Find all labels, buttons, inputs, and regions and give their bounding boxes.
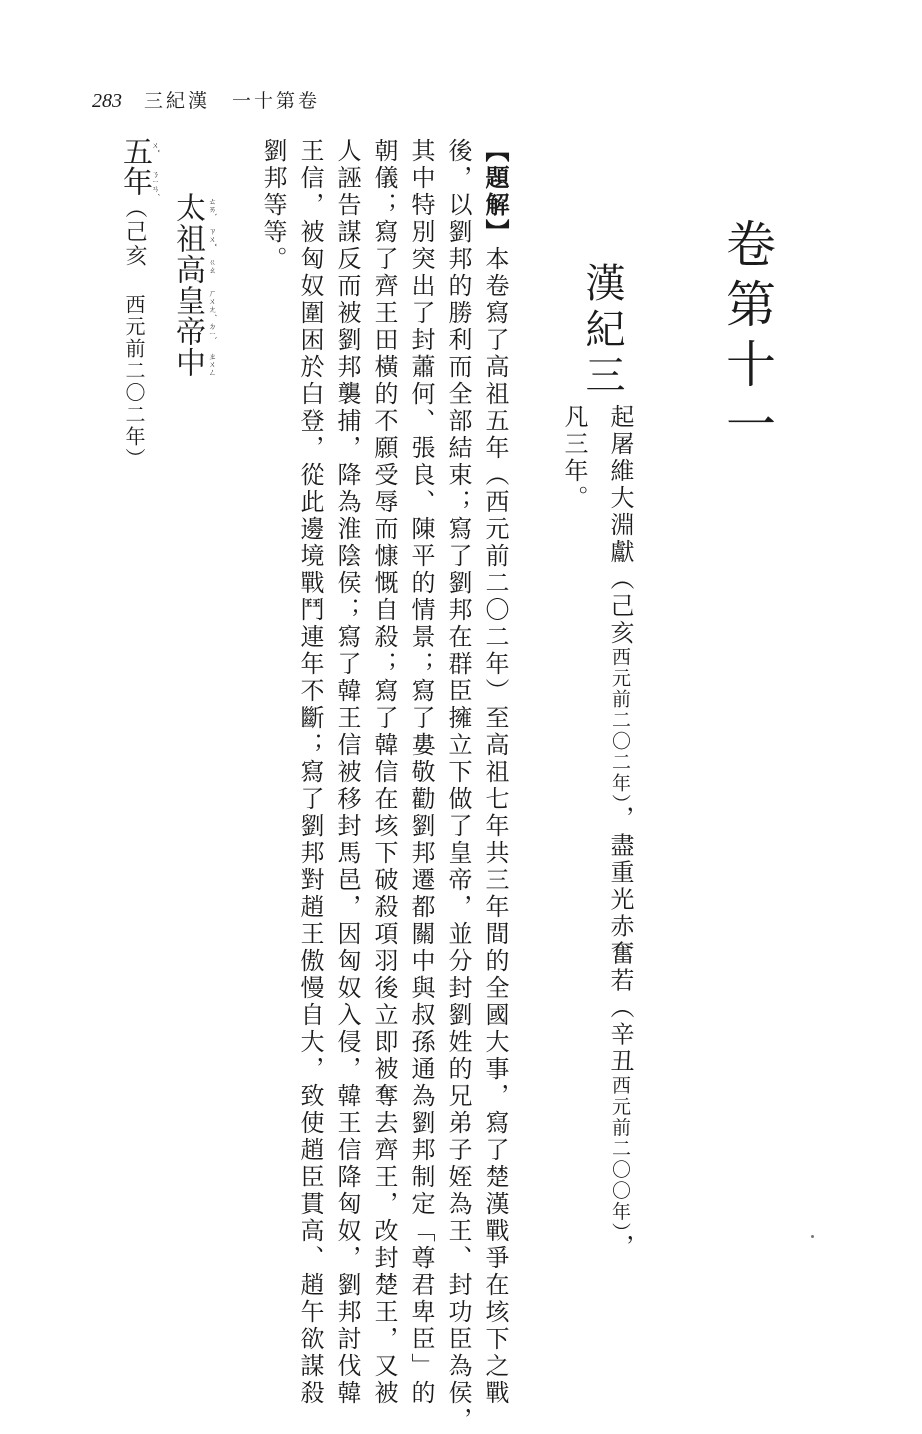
year-small: 西元前二〇二年）	[122, 294, 146, 470]
era-end: ，	[606, 1234, 634, 1261]
synopsis-column-1	[481, 138, 510, 1407]
era-small-1: 西元前二〇二年）	[609, 647, 631, 806]
ruby-huang: ㄏㄨㄤˊ	[208, 289, 217, 317]
ruby-gao: ㄍㄠ	[208, 258, 217, 274]
era-line-2: 凡三年。	[560, 404, 588, 512]
synopsis-column-6: 王信，被匈奴圍困於白登，從此邊境戰鬥連年不斷；寫了劉邦對趙王傲慢自大，致使趙臣貫高、趙午欲謀殺	[296, 138, 324, 1407]
section-title: 漢紀三	[579, 262, 625, 400]
volume-label: 一十第卷	[232, 90, 321, 112]
scan-speck	[811, 1235, 814, 1238]
synopsis-column-2: 後，以劉邦的勝利而全部結束；寫了劉邦在群臣擁立下做了皇帝，並分封劉姓的兄弟子姪為王、封功臣為侯，	[444, 138, 472, 1434]
ruby-wu: ㄨˇ	[151, 141, 160, 153]
year-paren: （己亥	[122, 196, 147, 268]
synopsis-column-3: 其中特別突出了封蕭何、張良、陳平的情景；寫了婁敬勸劉邦遷都關中與叔孫通為劉邦制定「尊君卑臣」的	[407, 138, 435, 1407]
ruby-zu: ㄗㄨˇ	[208, 227, 217, 247]
synopsis-text: 本卷寫了高祖五年（西元前二〇二年）至高祖七年共三年間的全國大事，寫了楚漢戰爭在垓下之戰	[481, 246, 509, 1407]
era-small-2: 西元前二〇〇年）	[609, 1075, 631, 1234]
emperor-title-text: 太祖高皇帝中	[170, 192, 205, 378]
running-header	[92, 86, 320, 114]
synopsis-column-5: 人誣告謀反而被劉邦襲捕，降為淮陰侯；寫了韓王信被移封馬邑，因匈奴入侵，韓王信降匈奴，劉邦討伐韓	[333, 138, 361, 1407]
volume-title: 卷第十一	[718, 218, 776, 458]
running-title: 三紀漢	[144, 90, 211, 112]
page-number: 283	[92, 90, 122, 112]
synopsis-column-4: 朝儀；寫了齊王田橫的不願受辱而慷慨自殺；寫了韓信在垓下破殺項羽後立即被奪去齊王，改封楚王，又被	[370, 138, 398, 1407]
era-line-1	[608, 404, 632, 1261]
synopsis-column-7: 劉邦等等。	[259, 138, 287, 273]
era-main-1: 起屠維大淵獻（己亥	[606, 404, 634, 647]
year-entry	[117, 136, 152, 470]
ruby-tai: ㄊㄞˋ	[208, 197, 217, 217]
year-text: 五年	[117, 136, 152, 196]
ruby-di: ㄉㄧˋ	[208, 322, 217, 341]
era-main-2: ，盡重光赤奮若（辛丑	[606, 805, 634, 1076]
ruby-nian: ㄋㄧㄢˊ	[151, 170, 160, 197]
emperor-title	[170, 192, 205, 378]
ruby-zhong: ㄓㄨㄥ	[208, 352, 217, 376]
synopsis-heading: 【題解】	[481, 138, 510, 246]
